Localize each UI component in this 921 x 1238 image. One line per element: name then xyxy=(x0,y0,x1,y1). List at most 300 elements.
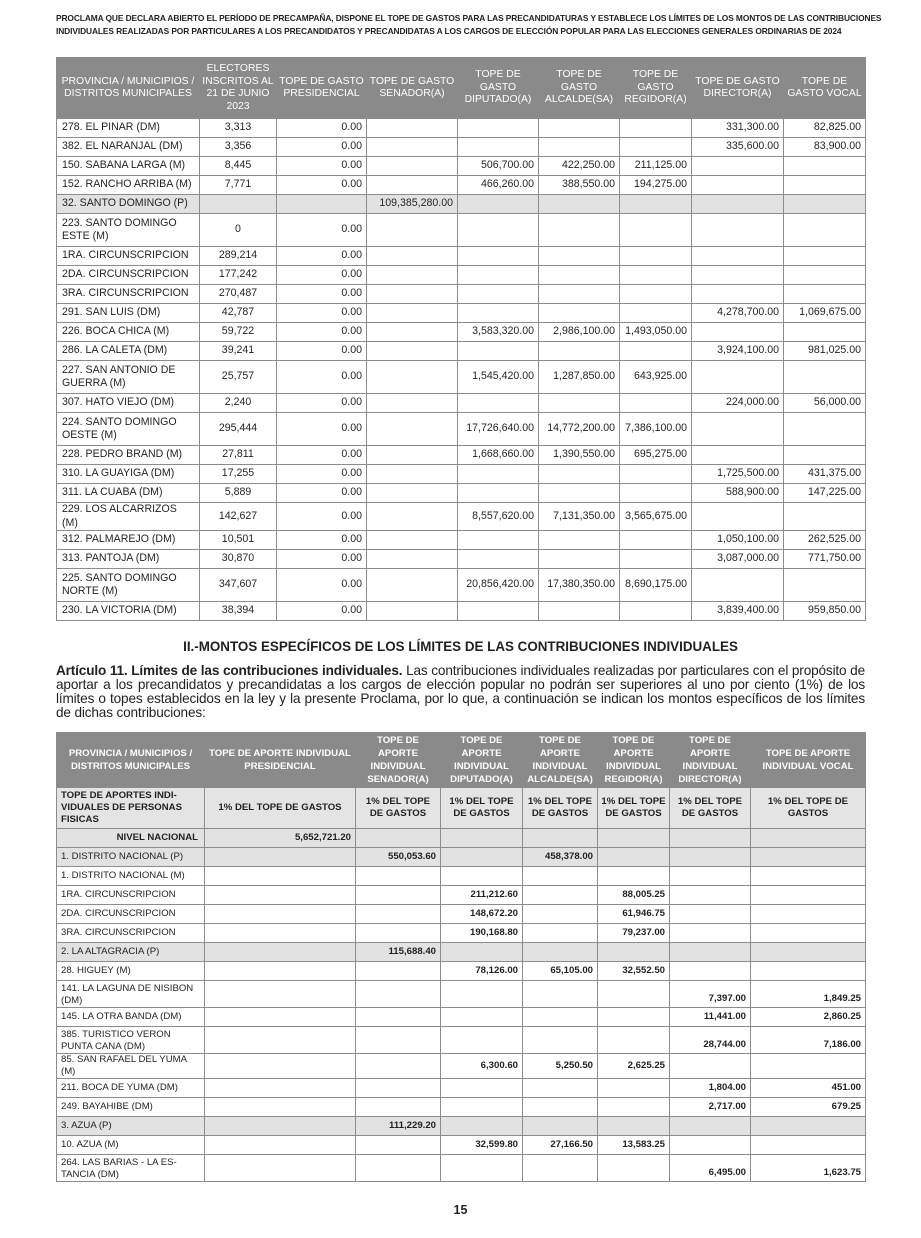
table-row xyxy=(57,1079,866,1098)
row-name-cell: 211. BOCA DE YUMA (DM) xyxy=(57,1079,205,1098)
value-cell: 78,126.00 xyxy=(441,962,523,981)
value-cell xyxy=(751,943,866,962)
table-row xyxy=(57,1008,866,1027)
column-header: TOPE DE GASTO DIRECTOR(A) xyxy=(692,58,784,119)
table-row xyxy=(57,285,866,304)
table-header-row xyxy=(57,733,866,788)
value-cell xyxy=(670,943,751,962)
value-cell: 3,839,400.00 xyxy=(692,602,784,621)
table-row xyxy=(57,484,866,503)
value-cell xyxy=(784,247,866,266)
value-cell xyxy=(620,550,692,569)
value-cell xyxy=(539,266,620,285)
value-cell xyxy=(598,981,670,1008)
value-cell xyxy=(441,1155,523,1182)
value-cell xyxy=(620,484,692,503)
value-cell xyxy=(692,503,784,531)
value-cell xyxy=(692,157,784,176)
value-cell: 65,105.00 xyxy=(523,962,598,981)
value-cell xyxy=(598,848,670,867)
value-cell: 1,623.75 xyxy=(751,1155,866,1182)
value-cell xyxy=(539,394,620,413)
value-cell: 7,397.00 xyxy=(670,981,751,1008)
value-cell xyxy=(620,285,692,304)
value-cell: 1,069,675.00 xyxy=(784,304,866,323)
column-header: TOPE DE APORTE INDIVIDUAL DIPUTADO(A) xyxy=(441,733,523,788)
value-cell: 2,860.25 xyxy=(751,1008,866,1027)
value-cell xyxy=(523,886,598,905)
value-cell xyxy=(784,413,866,446)
value-cell xyxy=(205,1008,356,1027)
value-cell: 7,386,100.00 xyxy=(620,413,692,446)
section-title: II.-MONTOS ESPECÍFICOS DE LOS LÍMITES DE LAS CONTRIBUCIONES INDIVIDUALES xyxy=(183,639,738,654)
column-header: TOPE DE GASTO SENADOR(A) xyxy=(367,58,458,119)
value-cell xyxy=(784,266,866,285)
table-row xyxy=(57,848,866,867)
table-row xyxy=(57,413,866,446)
value-cell xyxy=(620,602,692,621)
table-row xyxy=(57,157,866,176)
value-cell xyxy=(539,465,620,484)
row-name-cell: 2DA. CIRCUNSCRIPCION xyxy=(57,266,200,285)
value-cell xyxy=(356,886,441,905)
value-cell xyxy=(670,924,751,943)
value-cell xyxy=(356,1027,441,1054)
value-cell: 335,600.00 xyxy=(692,138,784,157)
value-cell xyxy=(205,924,356,943)
value-cell: 3,356 xyxy=(200,138,277,157)
value-cell: 82,825.00 xyxy=(784,119,866,138)
value-cell: 0.00 xyxy=(277,342,367,361)
value-cell xyxy=(205,905,356,924)
row-name-cell: 249. BAYAHIBE (DM) xyxy=(57,1098,205,1117)
value-cell: 88,005.25 xyxy=(598,886,670,905)
table-row xyxy=(57,867,866,886)
value-cell: 0.00 xyxy=(277,465,367,484)
column-header: ELECTORES INSCRITOS AL 21 DE JUNIO 2023 xyxy=(200,58,277,119)
column-header: PROVINCIA / MUNICIPIOS / DISTRITOS MUNICIPALES xyxy=(57,58,200,119)
subheader-cell: 1% DEL TOPE DE GASTOS xyxy=(523,788,598,829)
table-row xyxy=(57,962,866,981)
value-cell xyxy=(458,342,539,361)
value-cell: 0.00 xyxy=(277,157,367,176)
value-cell xyxy=(205,981,356,1008)
value-cell: 148,672.20 xyxy=(441,905,523,924)
value-cell xyxy=(356,867,441,886)
value-cell xyxy=(367,119,458,138)
value-cell xyxy=(458,195,539,214)
value-cell: 388,550.00 xyxy=(539,176,620,195)
value-cell: 2,986,100.00 xyxy=(539,323,620,342)
value-cell xyxy=(692,176,784,195)
value-cell: 0.00 xyxy=(277,247,367,266)
table-row xyxy=(57,138,866,157)
article-heading: Artículo 11. Límites de las contribuciones individuales. xyxy=(56,663,403,678)
value-cell xyxy=(670,829,751,848)
value-cell xyxy=(598,1098,670,1117)
table-row xyxy=(57,886,866,905)
table-row xyxy=(57,981,866,1008)
column-header: TOPE DE APORTE INDIVIDUAL VOCAL xyxy=(751,733,866,788)
value-cell xyxy=(356,962,441,981)
value-cell xyxy=(751,1117,866,1136)
value-cell: 17,380,350.00 xyxy=(539,569,620,602)
value-cell xyxy=(598,1117,670,1136)
table-row xyxy=(57,569,866,602)
value-cell xyxy=(205,867,356,886)
value-cell: 506,700.00 xyxy=(458,157,539,176)
value-cell xyxy=(205,1079,356,1098)
value-cell xyxy=(356,829,441,848)
value-cell xyxy=(784,361,866,394)
value-cell: 6,495.00 xyxy=(670,1155,751,1182)
row-name-cell: 313. PANTOJA (DM) xyxy=(57,550,200,569)
value-cell xyxy=(367,394,458,413)
header-line-1: PROCLAMA QUE DECLARA ABIERTO EL PERÍODO DE PRECAMPAÑA, DISPONE EL TOPE DE GASTOS PARA LAS PRECANDIDATURAS Y ESTABLECE LOS LÍMITES DE LOS MONTOS DE LAS CONTRIBUCIONES xyxy=(56,13,882,23)
value-cell: 61,946.75 xyxy=(598,905,670,924)
value-cell: 1,849.25 xyxy=(751,981,866,1008)
value-cell xyxy=(751,905,866,924)
value-cell xyxy=(751,848,866,867)
table-row xyxy=(57,1098,866,1117)
value-cell: 771,750.00 xyxy=(784,550,866,569)
value-cell: 1,668,660.00 xyxy=(458,446,539,465)
value-cell xyxy=(751,1136,866,1155)
value-cell xyxy=(784,503,866,531)
value-cell: 270,487 xyxy=(200,285,277,304)
value-cell xyxy=(598,1155,670,1182)
value-cell xyxy=(620,531,692,550)
value-cell xyxy=(367,503,458,531)
subheader-cell: 1% DEL TOPE DE GASTOS xyxy=(751,788,866,829)
value-cell: 431,375.00 xyxy=(784,465,866,484)
value-cell xyxy=(367,266,458,285)
value-cell: 13,583.25 xyxy=(598,1136,670,1155)
page-number: 15 xyxy=(453,1203,468,1217)
value-cell xyxy=(367,138,458,157)
row-name-cell: 225. SANTO DOMINGO NORTE (M) xyxy=(57,569,200,602)
value-cell xyxy=(205,1027,356,1054)
value-cell xyxy=(458,550,539,569)
value-cell xyxy=(458,465,539,484)
value-cell: 147,225.00 xyxy=(784,484,866,503)
value-cell xyxy=(598,1027,670,1054)
value-cell: 30,870 xyxy=(200,550,277,569)
value-cell: 0.00 xyxy=(277,484,367,503)
value-cell: 3,565,675.00 xyxy=(620,503,692,531)
value-cell: 1,545,420.00 xyxy=(458,361,539,394)
value-cell xyxy=(784,569,866,602)
row-name-cell: 385. TURISTICO VERON PUNTA CANA (DM) xyxy=(57,1027,205,1054)
column-header: TOPE DE APORTE INDIVIDUAL REGIDOR(A) xyxy=(598,733,670,788)
value-cell xyxy=(200,195,277,214)
row-name-cell: 230. LA VICTORIA (DM) xyxy=(57,602,200,621)
value-cell xyxy=(205,1136,356,1155)
value-cell xyxy=(539,304,620,323)
value-cell xyxy=(670,905,751,924)
value-cell: 0.00 xyxy=(277,214,367,247)
table-row xyxy=(57,394,866,413)
row-name-cell: 310. LA GUAYIGA (DM) xyxy=(57,465,200,484)
table-row xyxy=(57,195,866,214)
row-name-cell: 311. LA CUABA (DM) xyxy=(57,484,200,503)
row-name-cell: 223. SANTO DOMINGO ESTE (M) xyxy=(57,214,200,247)
value-cell xyxy=(205,1054,356,1079)
row-name-cell: 150. SABANA LARGA (M) xyxy=(57,157,200,176)
row-name-cell: 1RA. CIRCUNSCRIPCION xyxy=(57,247,200,266)
value-cell xyxy=(441,829,523,848)
value-cell xyxy=(751,924,866,943)
value-cell: 115,688.40 xyxy=(356,943,441,962)
value-cell: 695,275.00 xyxy=(620,446,692,465)
value-cell: 17,726,640.00 xyxy=(458,413,539,446)
value-cell: 0.00 xyxy=(277,285,367,304)
spending-caps-table xyxy=(56,57,866,621)
value-cell xyxy=(751,829,866,848)
value-cell xyxy=(620,119,692,138)
value-cell xyxy=(367,214,458,247)
value-cell xyxy=(523,1079,598,1098)
value-cell: 3,313 xyxy=(200,119,277,138)
value-cell: 28,744.00 xyxy=(670,1027,751,1054)
table-row xyxy=(57,829,866,848)
table-row xyxy=(57,1155,866,1182)
value-cell xyxy=(367,550,458,569)
value-cell: 7,771 xyxy=(200,176,277,195)
value-cell: 177,242 xyxy=(200,266,277,285)
value-cell xyxy=(356,1054,441,1079)
value-cell xyxy=(523,981,598,1008)
value-cell xyxy=(441,943,523,962)
value-cell: 466,260.00 xyxy=(458,176,539,195)
value-cell xyxy=(458,285,539,304)
contribution-limits-table xyxy=(56,732,866,1182)
value-cell: 194,275.00 xyxy=(620,176,692,195)
value-cell: 1,804.00 xyxy=(670,1079,751,1098)
row-name-cell: 145. LA OTRA BANDA (DM) xyxy=(57,1008,205,1027)
value-cell xyxy=(367,446,458,465)
value-cell xyxy=(539,285,620,304)
value-cell xyxy=(539,484,620,503)
row-name-cell: 382. EL NARANJAL (DM) xyxy=(57,138,200,157)
table-row xyxy=(57,531,866,550)
table-row xyxy=(57,446,866,465)
value-cell: 347,607 xyxy=(200,569,277,602)
value-cell xyxy=(523,1155,598,1182)
row-name-cell: 264. LAS BARIAS - LA ES-TANCIA (DM) xyxy=(57,1155,205,1182)
value-cell: 1,390,550.00 xyxy=(539,446,620,465)
table-row xyxy=(57,1117,866,1136)
row-name-cell: 3RA. CIRCUNSCRIPCION xyxy=(57,285,200,304)
value-cell xyxy=(620,394,692,413)
row-name-cell: 224. SANTO DOMINGO OESTE (M) xyxy=(57,413,200,446)
column-header: TOPE DE APORTE INDIVIDUAL PRESIDENCIAL xyxy=(205,733,356,788)
value-cell xyxy=(277,195,367,214)
value-cell xyxy=(784,214,866,247)
subheader-cell: TOPE DE APORTES INDI-VIDUALES DE PERSONAS FISICAS xyxy=(57,788,205,829)
value-cell xyxy=(598,867,670,886)
value-cell: 0.00 xyxy=(277,323,367,342)
value-cell: 0.00 xyxy=(277,176,367,195)
row-name-cell: 229. LOS ALCARRIZOS (M) xyxy=(57,503,200,531)
value-cell xyxy=(523,943,598,962)
value-cell: 1,725,500.00 xyxy=(692,465,784,484)
value-cell: 0.00 xyxy=(277,138,367,157)
value-cell xyxy=(441,981,523,1008)
row-name-cell: 228. PEDRO BRAND (M) xyxy=(57,446,200,465)
value-cell: 56,000.00 xyxy=(784,394,866,413)
value-cell xyxy=(458,247,539,266)
value-cell: 4,278,700.00 xyxy=(692,304,784,323)
value-cell xyxy=(620,138,692,157)
value-cell xyxy=(670,1136,751,1155)
value-cell: 0.00 xyxy=(277,266,367,285)
value-cell xyxy=(458,484,539,503)
row-name-cell: 312. PALMAREJO (DM) xyxy=(57,531,200,550)
value-cell xyxy=(367,531,458,550)
value-cell: 5,652,721.20 xyxy=(205,829,356,848)
value-cell xyxy=(356,1008,441,1027)
value-cell xyxy=(784,195,866,214)
value-cell xyxy=(367,157,458,176)
value-cell: 451.00 xyxy=(751,1079,866,1098)
value-cell xyxy=(670,867,751,886)
value-cell xyxy=(523,829,598,848)
value-cell: 331,300.00 xyxy=(692,119,784,138)
column-header: TOPE DE GASTO REGIDOR(A) xyxy=(620,58,692,119)
column-header: TOPE DE GASTO DIPUTADO(A) xyxy=(458,58,539,119)
column-header: PROVINCIA / MUNICIPIOS / DISTRITOS MUNICIPALES xyxy=(57,733,205,788)
row-name-cell: 3. AZUA (P) xyxy=(57,1117,205,1136)
value-cell: 289,214 xyxy=(200,247,277,266)
table-row xyxy=(57,943,866,962)
value-cell: 1,493,050.00 xyxy=(620,323,692,342)
value-cell xyxy=(784,285,866,304)
subheader-row xyxy=(57,788,866,829)
value-cell: 38,394 xyxy=(200,602,277,621)
value-cell: 643,925.00 xyxy=(620,361,692,394)
table-row xyxy=(57,361,866,394)
value-cell: 0.00 xyxy=(277,394,367,413)
value-cell: 3,087,000.00 xyxy=(692,550,784,569)
value-cell: 7,186.00 xyxy=(751,1027,866,1054)
table-row xyxy=(57,905,866,924)
row-name-cell: 141. LA LAGUNA DE NISIBON (DM) xyxy=(57,981,205,1008)
value-cell xyxy=(356,1079,441,1098)
value-cell: 17,255 xyxy=(200,465,277,484)
value-cell xyxy=(458,602,539,621)
table-row xyxy=(57,342,866,361)
value-cell xyxy=(751,867,866,886)
value-cell: 6,300.60 xyxy=(441,1054,523,1079)
value-cell: 588,900.00 xyxy=(692,484,784,503)
value-cell: 1,050,100.00 xyxy=(692,531,784,550)
table-row xyxy=(57,503,866,531)
value-cell xyxy=(692,195,784,214)
value-cell xyxy=(670,1054,751,1079)
value-cell: 8,557,620.00 xyxy=(458,503,539,531)
value-cell xyxy=(692,569,784,602)
column-header: TOPE DE APORTE INDIVIDUAL SENADOR(A) xyxy=(356,733,441,788)
value-cell: 83,900.00 xyxy=(784,138,866,157)
table-row xyxy=(57,550,866,569)
value-cell xyxy=(367,176,458,195)
value-cell: 5,250.50 xyxy=(523,1054,598,1079)
value-cell: 981,025.00 xyxy=(784,342,866,361)
value-cell xyxy=(367,569,458,602)
value-cell xyxy=(539,214,620,247)
value-cell: 14,772,200.00 xyxy=(539,413,620,446)
row-name-cell: 152. RANCHO ARRIBA (M) xyxy=(57,176,200,195)
value-cell: 190,168.80 xyxy=(441,924,523,943)
table-row xyxy=(57,1027,866,1054)
value-cell: 8,690,175.00 xyxy=(620,569,692,602)
value-cell xyxy=(205,848,356,867)
value-cell xyxy=(620,465,692,484)
value-cell xyxy=(356,905,441,924)
value-cell: 0.00 xyxy=(277,503,367,531)
value-cell: 262,525.00 xyxy=(784,531,866,550)
value-cell xyxy=(620,342,692,361)
value-cell xyxy=(356,1098,441,1117)
value-cell xyxy=(523,1117,598,1136)
value-cell: 10,501 xyxy=(200,531,277,550)
value-cell: 2,625.25 xyxy=(598,1054,670,1079)
value-cell xyxy=(598,943,670,962)
column-header: TOPE DE GASTO VOCAL xyxy=(784,58,866,119)
value-cell: 111,229.20 xyxy=(356,1117,441,1136)
value-cell xyxy=(458,531,539,550)
value-cell: 32,599.80 xyxy=(441,1136,523,1155)
value-cell xyxy=(205,1117,356,1136)
table-body xyxy=(57,788,866,1182)
value-cell xyxy=(367,342,458,361)
table-row xyxy=(57,247,866,266)
table-row xyxy=(57,323,866,342)
value-cell xyxy=(692,413,784,446)
value-cell xyxy=(441,848,523,867)
document-header xyxy=(56,12,882,37)
value-cell xyxy=(692,446,784,465)
value-cell xyxy=(692,247,784,266)
column-header: TOPE DE APORTE INDIVIDUAL ALCALDE(SA) xyxy=(523,733,598,788)
row-name-cell: 10. AZUA (M) xyxy=(57,1136,205,1155)
subheader-cell: 1% DEL TOPE DE GASTOS xyxy=(598,788,670,829)
value-cell: 0.00 xyxy=(277,531,367,550)
value-cell xyxy=(523,1027,598,1054)
value-cell xyxy=(670,962,751,981)
value-cell xyxy=(367,484,458,503)
subheader-cell: 1% DEL TOPE DE GASTOS xyxy=(205,788,356,829)
value-cell xyxy=(620,304,692,323)
value-cell xyxy=(539,247,620,266)
value-cell xyxy=(670,886,751,905)
value-cell: 3,583,320.00 xyxy=(458,323,539,342)
table-row xyxy=(57,924,866,943)
value-cell xyxy=(670,848,751,867)
value-cell: 550,053.60 xyxy=(356,848,441,867)
value-cell: 0.00 xyxy=(277,304,367,323)
value-cell xyxy=(441,867,523,886)
value-cell xyxy=(598,1008,670,1027)
value-cell xyxy=(751,1054,866,1079)
value-cell: 211,125.00 xyxy=(620,157,692,176)
value-cell: 211,212.60 xyxy=(441,886,523,905)
article-body: Las contribuciones individuales realizadas por particulares con el propósito de aportar a los precandidatos y precandidatas a los cargos de elección popular no podrán ser superiores al uno por ciento (1%) de los límites o topes establecidos en la ley y la presente Proclama, por lo que, a continuación se indican los montos específicos de los límites de dichas contribuciones: xyxy=(56,663,866,720)
value-cell xyxy=(784,446,866,465)
value-cell xyxy=(367,413,458,446)
value-cell xyxy=(539,195,620,214)
